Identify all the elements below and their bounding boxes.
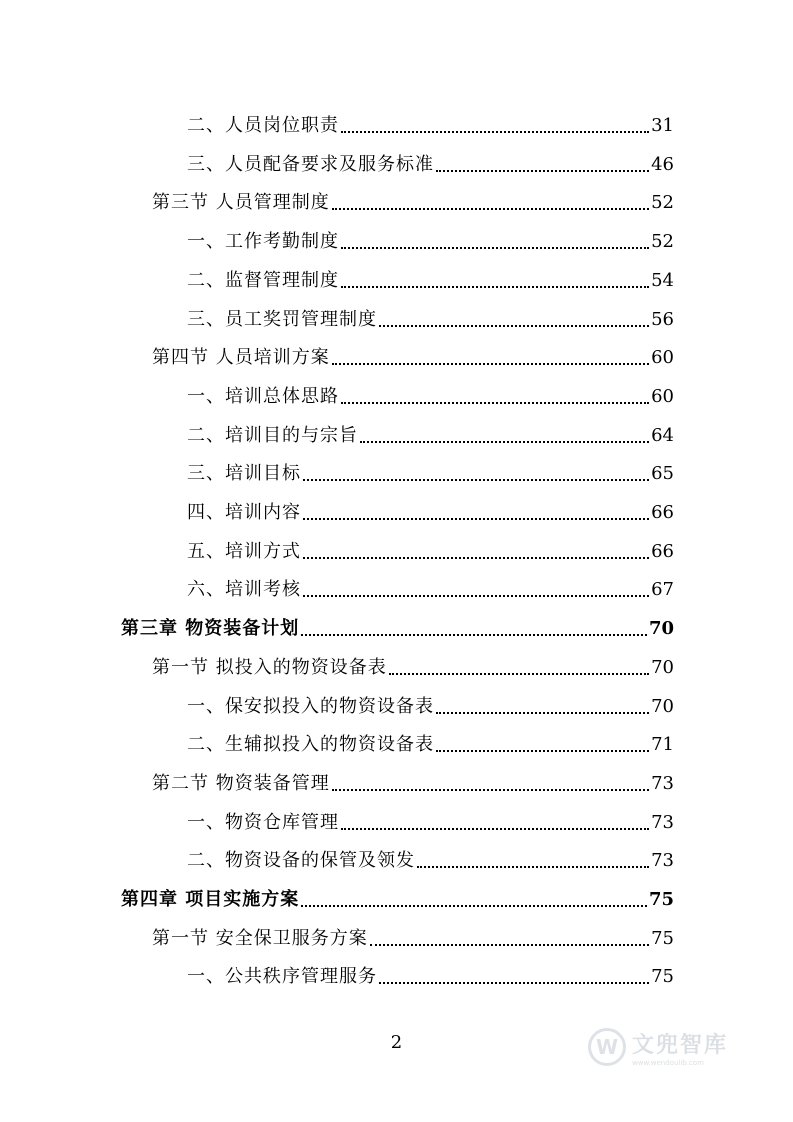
- toc-entry-page: 75: [648, 889, 674, 910]
- toc-leader-dots: [303, 478, 649, 481]
- toc-entry-page: 73: [651, 811, 674, 833]
- toc-entry-label: 第三节 人员管理制度: [152, 192, 330, 214]
- toc-leader-dots: [332, 362, 649, 365]
- toc-leader-dots: [341, 285, 649, 288]
- toc-leader-dots: [332, 788, 649, 791]
- toc-entry-page: 52: [651, 231, 674, 253]
- toc-entry-page: 66: [651, 502, 674, 523]
- toc-entry-label: 一、培训总体思路: [187, 385, 339, 407]
- toc-leader-dots: [436, 711, 649, 714]
- toc-entry-label: 五、培训方式: [187, 540, 301, 562]
- toc-entry-label: 第二节 物资装备管理: [152, 772, 330, 794]
- toc-entry[interactable]: [121, 604, 674, 642]
- toc-entry-label: 一、工作考勤制度: [187, 231, 339, 253]
- toc-entry[interactable]: [152, 759, 674, 797]
- toc-entry-page: 52: [651, 192, 674, 214]
- toc-entry[interactable]: [187, 101, 674, 139]
- toc-entry-label: 三、人员配备要求及服务标准: [187, 153, 434, 175]
- toc-entry-page: 70: [651, 695, 674, 717]
- toc-leader-dots: [389, 672, 649, 675]
- watermark-badge-icon: W: [588, 1028, 626, 1066]
- toc-leader-dots: [341, 130, 649, 133]
- toc-entry[interactable]: [152, 333, 674, 371]
- toc-leader-dots: [332, 207, 649, 210]
- toc-leader-dots: [379, 981, 649, 984]
- toc-entry-label: 二、培训目的与宗旨: [187, 424, 358, 446]
- toc-leader-dots: [341, 401, 649, 404]
- toc-entry-label: 一、保安拟投入的物资设备表: [187, 695, 434, 717]
- toc-leader-dots: [301, 904, 647, 907]
- toc-leader-dots: [436, 169, 649, 172]
- toc-entry-page: 71: [651, 734, 674, 756]
- toc-entry[interactable]: [187, 836, 674, 874]
- page-number: 2: [390, 1032, 403, 1053]
- toc-entry[interactable]: [187, 449, 674, 487]
- toc-entry[interactable]: [187, 952, 674, 990]
- toc-entry-page: 65: [651, 463, 674, 485]
- toc-entry-page: 73: [651, 772, 674, 794]
- toc-entry-label: 第三章 物资装备计划: [121, 618, 300, 640]
- toc-entry-label: 六、培训考核: [187, 579, 301, 601]
- toc-entry-page: 54: [651, 269, 674, 291]
- toc-entry-label: 二、生辅拟投入的物资设备表: [187, 734, 434, 756]
- toc-entry[interactable]: [187, 256, 674, 294]
- toc-entry-label: 第四节 人员培训方案: [152, 347, 330, 369]
- toc-entry-label: 三、员工奖罚管理制度: [187, 308, 377, 330]
- toc-leader-dots: [341, 246, 649, 249]
- toc-entry-label: 二、物资设备的保管及领发: [187, 850, 415, 872]
- toc-leader-dots: [360, 440, 649, 443]
- toc-leader-dots: [303, 556, 649, 559]
- toc-entry[interactable]: [187, 217, 674, 255]
- toc-entry-label: 三、培训目标: [187, 463, 301, 485]
- toc-entry-page: 73: [651, 850, 674, 872]
- watermark-url: www.wendoulib.com: [632, 1058, 704, 1067]
- toc-entry-page: 46: [651, 153, 674, 175]
- toc-entry-label: 一、物资仓库管理: [187, 811, 339, 833]
- toc-entry-page: 60: [651, 385, 674, 407]
- toc-entry[interactable]: [121, 875, 674, 913]
- toc-entry[interactable]: [187, 372, 674, 410]
- toc-entry[interactable]: [187, 527, 674, 565]
- toc-leader-dots: [379, 324, 649, 327]
- toc-entry-label: 二、监督管理制度: [187, 269, 339, 291]
- toc-entry[interactable]: [152, 643, 674, 681]
- watermark-name: 文兜智库: [632, 1032, 729, 1058]
- toc-entry-page: 67: [651, 579, 674, 601]
- watermark-logo: [588, 1022, 758, 1072]
- toc-entry[interactable]: [187, 565, 674, 603]
- toc-entry[interactable]: [152, 914, 674, 952]
- toc-entry[interactable]: [187, 682, 674, 720]
- toc-leader-dots: [417, 865, 649, 868]
- toc-entry-page: 66: [651, 540, 674, 562]
- toc-entry-label: 第一节 拟投入的物资设备表: [152, 656, 387, 678]
- toc-leader-dots: [303, 517, 649, 520]
- toc-entry-page: 75: [651, 927, 674, 949]
- toc-entry[interactable]: [187, 140, 674, 178]
- toc-leader-dots: [341, 827, 649, 830]
- toc-entry[interactable]: [187, 488, 674, 526]
- toc-entry-page: 70: [651, 656, 674, 678]
- toc-leader-dots: [436, 749, 649, 752]
- toc-entry-label: 第一节 安全保卫服务方案: [152, 927, 368, 949]
- toc-entry-label: 一、公共秩序管理服务: [187, 966, 377, 988]
- toc-entry[interactable]: [187, 798, 674, 836]
- toc-entry-page: 31: [651, 115, 674, 136]
- toc-leader-dots: [303, 594, 649, 597]
- toc-entry[interactable]: [152, 178, 674, 216]
- toc-leader-dots: [301, 633, 647, 636]
- toc-entry-label: 四、培训内容: [187, 502, 301, 523]
- toc-entry-page: 75: [651, 966, 674, 988]
- toc-entry[interactable]: [187, 411, 674, 449]
- toc-entry-page: 70: [648, 618, 674, 640]
- toc-entry-label: 二、人员岗位职责: [187, 115, 339, 136]
- toc-entry-page: 64: [651, 424, 674, 446]
- toc-entry-label: 第四章 项目实施方案: [121, 889, 300, 910]
- toc-entry[interactable]: [187, 720, 674, 758]
- toc-entry-page: 56: [651, 308, 674, 330]
- toc-entry[interactable]: [187, 295, 674, 333]
- toc-entry-page: 60: [651, 347, 674, 369]
- toc-leader-dots: [370, 943, 649, 946]
